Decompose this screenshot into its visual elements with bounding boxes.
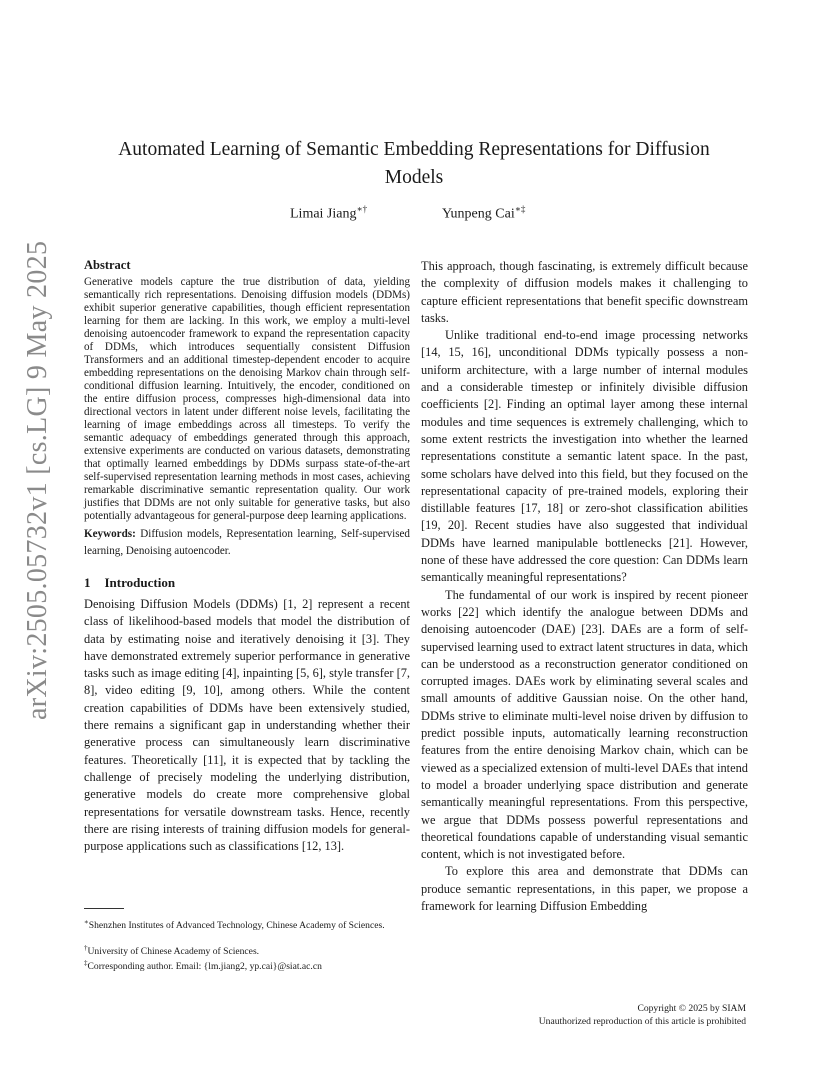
footnote-2: [84, 942, 410, 958]
intro-paragraph-1: Denoising Diffusion Models (DDMs) [1, 2] represent a recent class of likelihood-based models that model the distribution of data by estimating noise and iteratively denoising it [3]. They have demonstrated extremely superior performance in generative tasks such as image editing [4], inpainting [5, 6], style transfer [7, 8], video editing [9, 10], among others. While the content creation capabilities of DDMs have been extensively studied, there remains a significant gap in understanding whether their generative process can simultaneously learn discriminative features. Theoretically [11], it is expected that by tackling the challenge of precisely modeling the underlying distribution, generative models do create more comprehensive global representations for versatile downstream tasks. Hence, recently there are rising interests of training diffusion models for general-purpose applications such as classifications [12, 13].: [84, 597, 410, 854]
footnote-mark: ‡: [84, 959, 88, 967]
keywords: [84, 526, 410, 560]
section-number: 1: [84, 575, 91, 590]
footnote-1: [84, 916, 410, 932]
keywords-label: Keywords:: [84, 528, 136, 540]
abstract-text: Generative models capture the true distribution of data, yielding semantically rich representations. Denoising diffusion models (DDMs) exhibit superior generative capabilities, though efficient representation learning for them are lacking. In this work, we employ a multi-level denoising autoencoder framework to expand the representation capacity of DDMs, which introduces sequentially consistent Diffusion Transformers and an additional timestep-dependent encoder to acquire embedding representations on the denoising Markov chain through self-conditional diffusion learning. Intuitively, the encoder, conditioned on the entire diffusion process, compresses high-dimensional data into directional vectors in latent under different noise levels, facilitating the learning of image embeddings across all timesteps. To verify the semantic adequacy of embeddings generated through this approach, extensive experiments are conducted on various datasets, demonstrating that optimally learned embeddings by DDMs surpass state-of-the-art self-supervised representation learning methods in most cases, achieving remarkable discriminative semantic representation quality. Our work justifies that DDMs are not only suitable for generative tasks, but also potentially advantageous for general-purpose deep learning applications.: [84, 276, 410, 522]
section-heading-introduction: [84, 575, 410, 591]
footnote-rule: [84, 908, 124, 909]
footnote-3: [84, 957, 410, 973]
author-1: [290, 204, 367, 223]
abstract-heading: Abstract: [84, 258, 131, 272]
author-2: [442, 204, 525, 223]
right-column: [421, 258, 748, 915]
arxiv-identifier-sidebar: arXiv:2505.05732v1 [cs.LG] 9 May 2025: [22, 240, 53, 720]
footnote-mark: ∗: [84, 918, 89, 926]
author-name: Limai Jiang: [290, 206, 357, 222]
left-column: [84, 258, 410, 855]
author-name: Yunpeng Cai: [442, 206, 515, 222]
keywords-text: Diffusion models, Representation learning, Self-supervised learning, Denoising autoencoder.: [84, 528, 410, 557]
intro-paragraph-3: Unlike traditional end-to-end image processing networks [14, 15, 16], unconditional DDMs typically possess a non-uniform architecture, with a large number of internal modules and a considerable timestep or infinitely divisible diffusion coefficients [2]. Finding an optimal layer among these internal modules and time sequences is extremely challenging, which to some extent restricts the investigation into whether the learned representations constitute a semantic latent space. In the past, some scholars have delved into this field, but they focused on the representational capacity of pre-trained models, exploring their distillable features [17, 18] or zero-shot classification abilities [19, 20]. Recent studies have also suggested that individual DDMs have learned manipulable bottlenecks [21]. However, none of these have addressed the core question: Can DDMs learn semantically meaningful representations?: [421, 328, 748, 585]
intro-paragraph-4: The fundamental of our work is inspired by recent pioneer works [22] which identify the analogue between DDMs and denoising autoencoder (DAE) [23]. DAEs are a form of self-supervised learning used to extract latent structures in data, which can be understood as a reconstruction generator conditioned on corrupted images. DAEs work by eliminating several scales and small amounts of additive Gaussian noise. On the other hand, DDMs strive to eliminate multi-level noise driven by diffusion to predict possible inputs, automatically learning reconstruction features from the entire denoising Markov chain, which can be viewed as a specialized extension of multi-level DAEs that intend to model a broader underlying space distribution and generate semantically meaningful representations. From this perspective, we argue that DDMs possess powerful representations and theoretical foundations capable of understanding visual semantic content, which is not investigated before.: [421, 587, 748, 862]
title-line-1: Automated Learning of Semantic Embedding Representations for Diffusion: [118, 139, 710, 160]
footnote-mark: †: [84, 944, 88, 952]
footnote-text: University of Chinese Academy of Sciences.: [87, 946, 260, 958]
intro-paragraph-5: To explore this area and demonstrate that DDMs can produce semantic representations, in this paper, we propose a framework for learning Diffusion Embedding: [421, 864, 748, 913]
section-title: Introduction: [104, 575, 176, 590]
copyright-line-1: Copyright © 2025 by SIAM: [637, 1003, 746, 1014]
title-line-2: Models: [384, 167, 444, 188]
intro-paragraph-2: This approach, though fascinating, is extremely difficult because the complexity of diffusion models makes it challenging to capture efficient representations that benefit specific downstream tasks.: [421, 259, 748, 325]
author-marks: ∗‡: [514, 204, 526, 214]
paper-title: [80, 136, 748, 192]
copyright-line-2: Unauthorized reproduction of this article is prohibited: [538, 1016, 746, 1027]
copyright-notice: [539, 1002, 746, 1028]
footnote-text: Shenzhen Institutes of Advanced Technology, Chinese Academy of Sciences.: [88, 920, 385, 932]
author-marks: ∗†: [356, 204, 368, 214]
footnote-text: Corresponding author. Email: {lm.jiang2, yp.cai}@siat.ac.cn: [87, 961, 322, 973]
